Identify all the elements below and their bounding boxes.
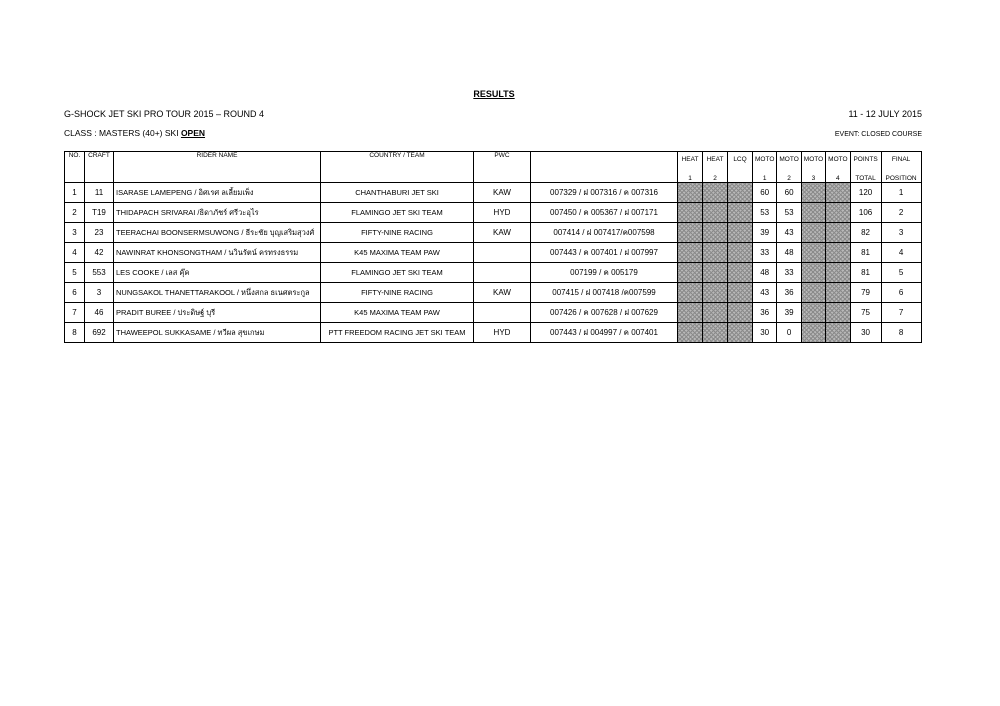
table-row xyxy=(65,203,922,223)
cell-rider: NAWINRAT KHONSONGTHAM / นวินรัตน์ ครทรงธรรม xyxy=(114,243,321,263)
cell-total: 75 xyxy=(850,303,881,323)
col-heat1: HEAT xyxy=(678,152,703,168)
cell-moto4 xyxy=(826,263,850,283)
table-row xyxy=(65,303,922,323)
col-moto4: MOTO xyxy=(826,152,850,168)
col-moto1: MOTO xyxy=(753,152,777,168)
table-row xyxy=(65,283,922,303)
col-rider: RIDER NAME xyxy=(114,152,321,183)
cell-engine: 007443 / ค 007401 / ฝ 007997 xyxy=(531,243,678,263)
cell-moto4 xyxy=(826,183,850,203)
cell-rider: LES COOKE / เลส คุ๊ค xyxy=(114,263,321,283)
table-header xyxy=(65,152,922,183)
cell-heat1 xyxy=(678,323,703,343)
cell-team: CHANTHABURI JET SKI xyxy=(321,183,474,203)
col-moto2: MOTO xyxy=(777,152,801,168)
cell-moto2: 39 xyxy=(777,303,801,323)
cell-no: 5 xyxy=(65,263,85,283)
cell-team: FIFTY-NINE RACING xyxy=(321,223,474,243)
cell-position: 6 xyxy=(881,283,921,303)
cell-moto1: 36 xyxy=(753,303,777,323)
cell-team: FLAMINGO JET SKI TEAM xyxy=(321,263,474,283)
cell-craft: 553 xyxy=(85,263,114,283)
table-row xyxy=(65,223,922,243)
cell-moto3 xyxy=(801,263,825,283)
cell-moto3 xyxy=(801,303,825,323)
cell-total: 81 xyxy=(850,263,881,283)
col-moto1-num: 1 xyxy=(753,167,777,183)
cell-moto2: 48 xyxy=(777,243,801,263)
cell-heat2 xyxy=(703,263,728,283)
cell-moto3 xyxy=(801,243,825,263)
cell-lcq xyxy=(728,303,753,323)
cell-team: PTT FREEDOM RACING JET SKI TEAM xyxy=(321,323,474,343)
cell-heat2 xyxy=(703,203,728,223)
col-pwc: PWC xyxy=(474,152,531,183)
col-team: COUNTRY / TEAM xyxy=(321,152,474,183)
cell-moto1: 30 xyxy=(753,323,777,343)
cell-craft: 692 xyxy=(85,323,114,343)
cell-pwc xyxy=(474,303,531,323)
cell-moto3 xyxy=(801,223,825,243)
class-line xyxy=(64,128,922,138)
cell-pwc: KAW xyxy=(474,183,531,203)
cell-engine: 007450 / ค 005367 / ฝ 007171 xyxy=(531,203,678,223)
cell-moto3 xyxy=(801,203,825,223)
cell-moto2: 33 xyxy=(777,263,801,283)
cell-no: 1 xyxy=(65,183,85,203)
cell-moto4 xyxy=(826,323,850,343)
cell-moto4 xyxy=(826,283,850,303)
cell-heat2 xyxy=(703,283,728,303)
cell-engine: 007414 / ฝ 007417/ค007598 xyxy=(531,223,678,243)
cell-moto2: 53 xyxy=(777,203,801,223)
col-total: TOTAL xyxy=(850,167,881,183)
col-moto3: MOTO xyxy=(801,152,825,168)
col-no: NO. xyxy=(65,152,85,183)
cell-heat1 xyxy=(678,203,703,223)
cell-heat2 xyxy=(703,223,728,243)
cell-lcq xyxy=(728,183,753,203)
cell-heat1 xyxy=(678,243,703,263)
event-name: G-SHOCK JET SKI PRO TOUR 2015 – ROUND 4 xyxy=(64,109,265,119)
table-row xyxy=(65,263,922,283)
cell-moto1: 43 xyxy=(753,283,777,303)
cell-position: 3 xyxy=(881,223,921,243)
cell-moto2: 0 xyxy=(777,323,801,343)
cell-lcq xyxy=(728,243,753,263)
cell-position: 1 xyxy=(881,183,921,203)
results-title: RESULTS xyxy=(473,89,515,99)
col-final: FINAL xyxy=(881,152,921,168)
cell-no: 7 xyxy=(65,303,85,323)
cell-pwc: HYD xyxy=(474,203,531,223)
cell-no: 3 xyxy=(65,223,85,243)
cell-craft: 3 xyxy=(85,283,114,303)
cell-pwc xyxy=(474,243,531,263)
col-lcq-sub xyxy=(728,167,753,183)
table-row xyxy=(65,243,922,263)
cell-engine: 007443 / ฝ 004997 / ค 007401 xyxy=(531,323,678,343)
col-moto3-num: 3 xyxy=(801,167,825,183)
cell-team: FLAMINGO JET SKI TEAM xyxy=(321,203,474,223)
cell-craft: 23 xyxy=(85,223,114,243)
cell-no: 8 xyxy=(65,323,85,343)
cell-moto2: 36 xyxy=(777,283,801,303)
col-position: POSITION xyxy=(881,167,921,183)
col-engine xyxy=(531,152,678,183)
cell-lcq xyxy=(728,323,753,343)
cell-moto4 xyxy=(826,223,850,243)
cell-position: 8 xyxy=(881,323,921,343)
cell-craft: 46 xyxy=(85,303,114,323)
cell-moto1: 60 xyxy=(753,183,777,203)
col-moto4-num: 4 xyxy=(826,167,850,183)
cell-lcq xyxy=(728,283,753,303)
cell-lcq xyxy=(728,263,753,283)
cell-rider: THAWEEPOL SUKKASAME / ทวีผล สุขเกษม xyxy=(114,323,321,343)
cell-team: K45 MAXIMA TEAM PAW xyxy=(321,243,474,263)
col-lcq: LCQ xyxy=(728,152,753,168)
cell-moto1: 33 xyxy=(753,243,777,263)
cell-no: 2 xyxy=(65,203,85,223)
cell-position: 4 xyxy=(881,243,921,263)
cell-craft: T19 xyxy=(85,203,114,223)
cell-total: 82 xyxy=(850,223,881,243)
cell-total: 30 xyxy=(850,323,881,343)
cell-moto2: 43 xyxy=(777,223,801,243)
cell-position: 5 xyxy=(881,263,921,283)
cell-no: 6 xyxy=(65,283,85,303)
cell-heat2 xyxy=(703,183,728,203)
cell-heat1 xyxy=(678,223,703,243)
cell-pwc: KAW xyxy=(474,283,531,303)
cell-pwc: KAW xyxy=(474,223,531,243)
cell-pwc: HYD xyxy=(474,323,531,343)
table-row xyxy=(65,183,922,203)
event-date: 11 - 12 JULY 2015 xyxy=(848,109,922,119)
cell-pwc xyxy=(474,263,531,283)
table-row xyxy=(65,323,922,343)
cell-moto3 xyxy=(801,183,825,203)
cell-team: K45 MAXIMA TEAM PAW xyxy=(321,303,474,323)
cell-heat2 xyxy=(703,243,728,263)
cell-rider: THIDAPACH SRIVARAI /ธิดาภัชร์ ศรีวะอุไร xyxy=(114,203,321,223)
cell-total: 120 xyxy=(850,183,881,203)
cell-lcq xyxy=(728,223,753,243)
cell-moto3 xyxy=(801,323,825,343)
cell-moto4 xyxy=(826,203,850,223)
col-points: POINTS xyxy=(850,152,881,168)
cell-rider: ISARASE LAMEPENG / อิศเรศ ลเลี้ยมเพ็ง xyxy=(114,183,321,203)
cell-engine: 007199 / ค 005179 xyxy=(531,263,678,283)
cell-heat1 xyxy=(678,283,703,303)
cell-engine: 007426 / ค 007628 / ฝ 007629 xyxy=(531,303,678,323)
cell-moto1: 53 xyxy=(753,203,777,223)
results-table xyxy=(64,151,922,343)
cell-total: 81 xyxy=(850,243,881,263)
cell-moto4 xyxy=(826,303,850,323)
class-label xyxy=(64,128,205,138)
class-prefix: CLASS : MASTERS (40+) SKI xyxy=(64,128,179,138)
col-heat1-num: 1 xyxy=(678,167,703,183)
cell-total: 106 xyxy=(850,203,881,223)
cell-moto3 xyxy=(801,283,825,303)
cell-moto4 xyxy=(826,243,850,263)
class-open: OPEN xyxy=(180,128,206,138)
cell-no: 4 xyxy=(65,243,85,263)
cell-heat2 xyxy=(703,303,728,323)
cell-rider: TEERACHAI BOONSERMSUWONG / ธีระชัย บุญเสริมสุวงศ์ xyxy=(114,223,321,243)
table-body xyxy=(65,183,922,343)
col-heat2: HEAT xyxy=(703,152,728,168)
cell-heat1 xyxy=(678,303,703,323)
cell-heat1 xyxy=(678,263,703,283)
cell-position: 7 xyxy=(881,303,921,323)
cell-rider: PRADIT BUREE / ประดิษฐ์ บุรี xyxy=(114,303,321,323)
cell-team: FIFTY-NINE RACING xyxy=(321,283,474,303)
cell-rider: NUNGSAKOL THANETTARAKOOL / หนึ่งสกล ธเนศตระกูล xyxy=(114,283,321,303)
cell-total: 79 xyxy=(850,283,881,303)
event-type: EVENT: CLOSED COURSE xyxy=(834,131,922,138)
cell-engine: 007415 / ฝ 007418 /ค007599 xyxy=(531,283,678,303)
event-line xyxy=(64,109,922,119)
cell-engine: 007329 / ฝ 007316 / ค 007316 xyxy=(531,183,678,203)
cell-heat2 xyxy=(703,323,728,343)
col-heat2-num: 2 xyxy=(703,167,728,183)
col-craft: CRAFT xyxy=(85,152,114,183)
cell-craft: 11 xyxy=(85,183,114,203)
cell-heat1 xyxy=(678,183,703,203)
cell-moto1: 39 xyxy=(753,223,777,243)
cell-lcq xyxy=(728,203,753,223)
cell-position: 2 xyxy=(881,203,921,223)
col-moto2-num: 2 xyxy=(777,167,801,183)
cell-moto2: 60 xyxy=(777,183,801,203)
cell-moto1: 48 xyxy=(753,263,777,283)
cell-craft: 42 xyxy=(85,243,114,263)
